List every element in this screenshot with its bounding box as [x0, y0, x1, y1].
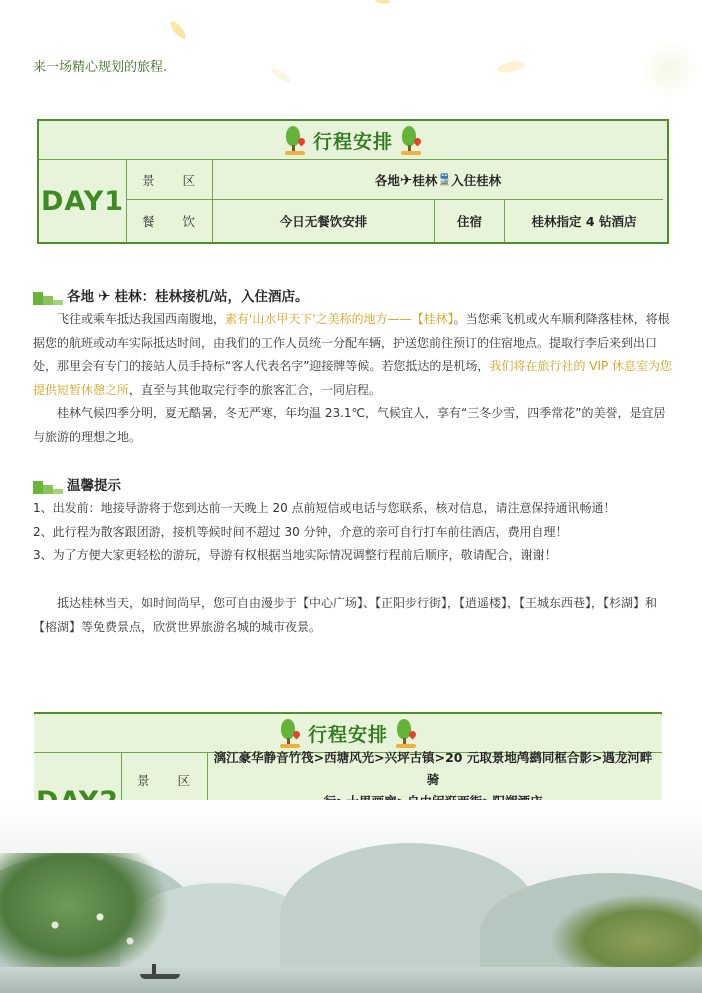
green-steps-icon	[33, 480, 63, 494]
tree-location-icon	[280, 719, 300, 747]
falling-leaf-decoration	[166, 20, 189, 39]
heading-text: 桂林：桂林接机/站，入住酒店。	[114, 289, 309, 305]
arrival-paragraph	[33, 308, 673, 402]
arrival-text: 飞往或乘车抵达我国西南腹地，	[57, 312, 226, 326]
climate-paragraph: 桂林气候四季分明，夏无酷暑，冬无严寒，年均温 23.1℃，气候宜人，享有“三冬少雪，四季常花”的美誉，是宜居与旅游的理想之地。	[33, 406, 666, 444]
green-steps-icon	[33, 291, 63, 305]
schedule-title: 行程安排	[307, 723, 388, 746]
heading-origin: 各地	[67, 289, 94, 305]
highlight-text: 素有'山水甲天下'之美称的地方——【桂林】	[225, 312, 454, 326]
attraction-origin: 各地	[374, 172, 400, 188]
meal-label: 餐 饮	[127, 200, 213, 242]
attraction-label: 景 区	[122, 753, 208, 807]
arrival-text: ，直至与其他取完行李的旅客汇合，一同启程。	[129, 382, 382, 397]
highlight-text: 我们将在旅行社的 VIP 休息室为您提供短暂休憩之所	[33, 359, 673, 397]
landscape-illustration	[0, 800, 702, 993]
tree-location-icon	[396, 719, 416, 747]
meal-value: 今日无餐饮安排	[213, 200, 435, 242]
train-icon: 🚆	[437, 173, 452, 186]
airplane-icon: ✈	[399, 170, 413, 189]
tree-location-icon	[285, 126, 305, 154]
attraction-destination: 入住桂林	[451, 172, 502, 188]
falling-leaf-decoration	[496, 54, 525, 80]
falling-leaf-decoration	[269, 67, 293, 82]
schedule-header	[39, 121, 667, 160]
tree-location-icon	[401, 126, 421, 154]
intro-text: 来一场精心规划的旅程.	[33, 60, 168, 75]
arrival-text: 。当您乘飞机或火车顺利降落桂林，将根据您的航班或动车实际抵达时间，由我们的工作人员统一分配车辆，护送您前往预订的住宿地点。提取行李后来到出口处，那里会有专门的接站人员手持标“客人代表名字”迎接牌等候。若您抵达的是机场，	[33, 312, 670, 373]
section-heading-tips	[33, 474, 121, 494]
airplane-icon: ✈	[98, 287, 111, 305]
attraction-label: 景 区	[127, 160, 213, 200]
falling-leaf-decoration	[374, 0, 390, 7]
tips-heading: 温馨提示	[67, 478, 121, 494]
free-time-paragraph: 抵达桂林当天，如时间尚早，您可自由漫步于【中心广场】、【正阳步行街】，【逍遥楼】，【王城东西巷】，【杉湖】和【榕湖】等免费景点，欣赏世界旅游名城的城市夜景。	[33, 596, 658, 634]
glow-decoration	[640, 40, 700, 100]
attraction-line: 漓江豪华静音竹筏>西塘风光>兴坪古镇>20 元取景地鸬鹚同框合影>遇龙河畔骑	[213, 749, 653, 787]
tip-item: 2、此行程为散客跟团游，接机等候时间不超过 30 分钟，介意的亲可自行打车前往酒店，费用自理！	[33, 524, 568, 539]
attraction-city: 桂林	[412, 172, 438, 188]
tips-list	[33, 497, 673, 568]
attraction-value	[213, 160, 663, 200]
attraction-value	[208, 749, 658, 807]
day1-schedule-table	[37, 119, 669, 244]
schedule-title: 行程安排	[312, 130, 393, 153]
hotel-label: 住宿	[435, 200, 505, 242]
tip-item: 1、出发前：地接导游将于您到达前一天晚上 20 点前短信或电话与您联系，核对信息，请注意保持通讯畅通！	[33, 501, 616, 515]
hotel-value: 桂林指定 4 钻酒店	[531, 214, 637, 229]
section-heading-arrival	[33, 285, 309, 305]
day-label: DAY1	[39, 160, 127, 242]
tip-item: 3、为了方便大家更轻松的游玩，导游有权根据当地实际情况调整行程前后顺序，敬请配合，谢谢！	[33, 548, 557, 562]
bamboo-raft	[140, 974, 180, 979]
